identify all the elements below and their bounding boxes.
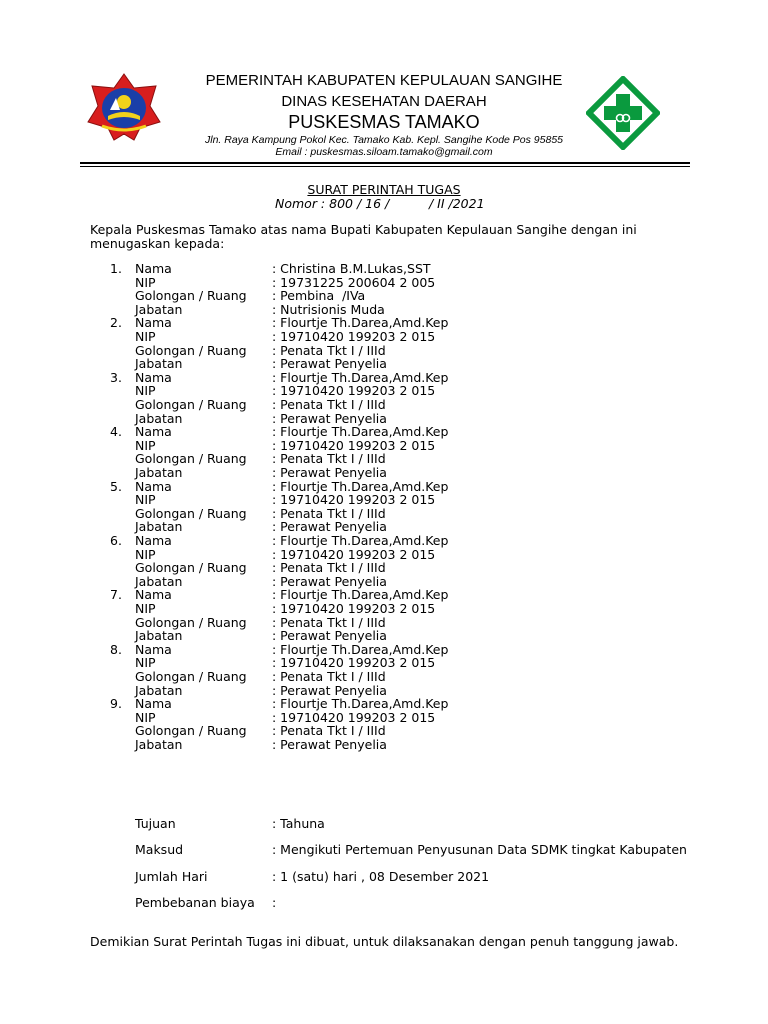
staff-field-value-nama: : Flourtje Th.Darea,Amd.Kep: [272, 641, 449, 657]
staff-field-label-nip: NIP: [135, 601, 156, 616]
staff-field-value-nama: : Flourtje Th.Darea,Amd.Kep: [272, 315, 449, 331]
letterhead-address: Jln. Raya Kampung Pokol Kec. Tamako Kab. Kepl. Sangihe Kode Pos 95855: [204, 134, 563, 146]
staff-field-label-jabatan: Jabatan: [135, 628, 183, 644]
staff-field-value-nip: : 19731225 200604 2 005: [272, 274, 436, 290]
detail-value: : Mengikuti Pertemuan Penyusunan Data SDMK tingkat Kabupaten: [272, 842, 687, 858]
staff-field-value-nip: : 19710420 199203 2 015: [272, 492, 436, 508]
regency-emblem-logo: [86, 72, 162, 142]
letterhead-department: DINAS KESEHATAN DAERAH: [281, 93, 487, 110]
staff-field-value-jabatan: : Perawat Penyelia: [272, 628, 387, 644]
staff-field-value-jabatan: : Perawat Penyelia: [272, 682, 387, 698]
staff-field-value-jabatan: : Perawat Penyelia: [272, 465, 387, 480]
letter-intro-line1: Kepala Puskesmas Tamako atas nama Bupati Kabupaten Kepulauan Sangihe dengan ini: [90, 222, 637, 237]
letterhead-divider-thick: [80, 162, 690, 164]
closing-statement: Demikian Surat Perintah Tugas ini dibuat, untuk dilaksanakan dengan penuh tanggung jawab.: [90, 934, 679, 949]
staff-field-label-golongan: Golongan / Ruang: [135, 560, 247, 576]
staff-field-value-nama: : Flourtje Th.Darea,Amd.Kep: [272, 696, 449, 712]
staff-number: 2.: [110, 315, 122, 331]
letter-title-wrap: [0, 183, 768, 197]
staff-field-label-jabatan: Jabatan: [135, 301, 183, 317]
staff-field-value-jabatan: : Nutrisionis Muda: [272, 301, 385, 317]
staff-field-value-golongan: : Penata Tkt I / IIId: [272, 451, 386, 467]
letterhead-institution: PUSKESMAS TAMAKO: [288, 112, 480, 132]
staff-field-value-jabatan: : Perawat Penyelia: [272, 410, 387, 426]
staff-field-value-golongan: : Pembina /IVa: [272, 288, 366, 304]
staff-number: 9.: [110, 696, 122, 712]
letter-title: SURAT PERINTAH TUGAS: [307, 182, 461, 197]
staff-field-label-nip: NIP: [135, 546, 156, 562]
staff-field-value-golongan: : Penata Tkt I / IIId: [272, 560, 386, 576]
staff-number: 5.: [110, 478, 122, 494]
detail-value: : 1 (satu) hari , 08 Desember 2021: [272, 868, 490, 884]
staff-field-value-golongan: : Penata Tkt I / IIId: [272, 669, 386, 684]
staff-field-label-golongan: Golongan / Ruang: [135, 723, 247, 739]
staff-field-label-nip: NIP: [135, 274, 156, 290]
staff-field-value-nama: : Flourtje Th.Darea,Amd.Kep: [272, 587, 449, 603]
staff-field-label-nama: Nama: [135, 315, 172, 331]
staff-field-value-nip: : 19710420 199203 2 015: [272, 601, 436, 616]
staff-field-value-nip: : 19710420 199203 2 015: [272, 329, 436, 344]
letter-intro-line2: menugaskan kepada:: [90, 236, 225, 251]
staff-field-label-nama: Nama: [135, 369, 172, 385]
staff-field-label-jabatan: Jabatan: [135, 682, 183, 698]
staff-number: 4.: [110, 424, 122, 440]
staff-field-label-golongan: Golongan / Ruang: [135, 614, 247, 630]
detail-value: : Tahuna: [272, 816, 325, 831]
staff-field-label-golongan: Golongan / Ruang: [135, 451, 247, 467]
staff-number: 1.: [110, 261, 122, 276]
staff-field-label-jabatan: Jabatan: [135, 573, 183, 589]
staff-field-label-jabatan: Jabatan: [135, 410, 183, 426]
staff-field-value-nama: : Flourtje Th.Darea,Amd.Kep: [272, 478, 449, 494]
letterhead-email: Email : puskesmas.siloam.tamako@gmail.com: [275, 146, 493, 158]
staff-field-label-golongan: Golongan / Ruang: [135, 669, 247, 684]
staff-field-value-nip: : 19710420 199203 2 015: [272, 546, 436, 562]
detail-label: Pembebanan biaya: [135, 894, 255, 910]
staff-field-label-nama: Nama: [135, 478, 172, 494]
detail-label: Jumlah Hari: [135, 868, 208, 884]
staff-field-label-jabatan: Jabatan: [135, 737, 183, 752]
staff-field-value-jabatan: : Perawat Penyelia: [272, 356, 387, 372]
staff-number: 3.: [110, 369, 122, 385]
staff-field-value-nip: : 19710420 199203 2 015: [272, 437, 436, 453]
staff-field-value-golongan: : Penata Tkt I / IIId: [272, 505, 386, 521]
detail-label: Maksud: [135, 842, 184, 858]
staff-number: 8.: [110, 641, 122, 657]
staff-field-value-golongan: : Penata Tkt I / IIId: [272, 723, 386, 739]
staff-field-label-nama: Nama: [135, 587, 172, 603]
staff-field-value-jabatan: : Perawat Penyelia: [272, 573, 387, 589]
staff-field-label-nip: NIP: [135, 655, 156, 671]
staff-field-label-nip: NIP: [135, 492, 156, 508]
staff-field-value-nip: : 19710420 199203 2 015: [272, 383, 436, 399]
staff-field-label-jabatan: Jabatan: [135, 356, 183, 372]
staff-number: 6.: [110, 533, 122, 548]
staff-field-label-golongan: Golongan / Ruang: [135, 288, 247, 304]
staff-field-label-golongan: Golongan / Ruang: [135, 505, 247, 521]
staff-field-value-nip: : 19710420 199203 2 015: [272, 655, 436, 671]
staff-field-label-nip: NIP: [135, 329, 156, 344]
staff-field-label-nip: NIP: [135, 437, 156, 453]
staff-field-label-nama: Nama: [135, 641, 172, 657]
letterhead-government: PEMERINTAH KABUPATEN KEPULAUAN SANGIHE: [205, 72, 563, 89]
staff-field-value-nip: : 19710420 199203 2 015: [272, 709, 436, 725]
staff-field-label-nip: NIP: [135, 383, 156, 399]
detail-label: Tujuan: [135, 816, 176, 831]
staff-field-label-golongan: Golongan / Ruang: [135, 397, 247, 412]
staff-field-label-nama: Nama: [135, 424, 172, 440]
staff-field-value-golongan: : Penata Tkt I / IIId: [272, 614, 386, 630]
staff-field-value-jabatan: : Perawat Penyelia: [272, 737, 387, 752]
staff-field-value-golongan: : Penata Tkt I / IIId: [272, 397, 386, 412]
staff-field-label-jabatan: Jabatan: [135, 519, 183, 535]
staff-field-label-nip: NIP: [135, 709, 156, 725]
staff-field-value-nama: : Christina B.M.Lukas,SST: [272, 261, 431, 276]
staff-field-value-nama: : Flourtje Th.Darea,Amd.Kep: [272, 369, 449, 385]
staff-field-value-golongan: : Penata Tkt I / IIId: [272, 342, 386, 358]
letterhead-divider-thin: [80, 166, 690, 167]
staff-field-label-golongan: Golongan / Ruang: [135, 342, 247, 358]
staff-field-value-nama: : Flourtje Th.Darea,Amd.Kep: [272, 424, 449, 440]
letter-number: Nomor : 800 / 16 / / II /2021: [275, 196, 485, 211]
staff-field-label-nama: Nama: [135, 696, 172, 712]
staff-field-label-nama: Nama: [135, 261, 172, 276]
staff-field-value-jabatan: : Perawat Penyelia: [272, 519, 387, 535]
detail-value: :: [272, 894, 277, 910]
staff-number: 7.: [110, 587, 122, 603]
staff-field-label-nama: Nama: [135, 533, 172, 548]
staff-field-label-jabatan: Jabatan: [135, 465, 183, 480]
staff-field-value-nama: : Flourtje Th.Darea,Amd.Kep: [272, 533, 449, 548]
